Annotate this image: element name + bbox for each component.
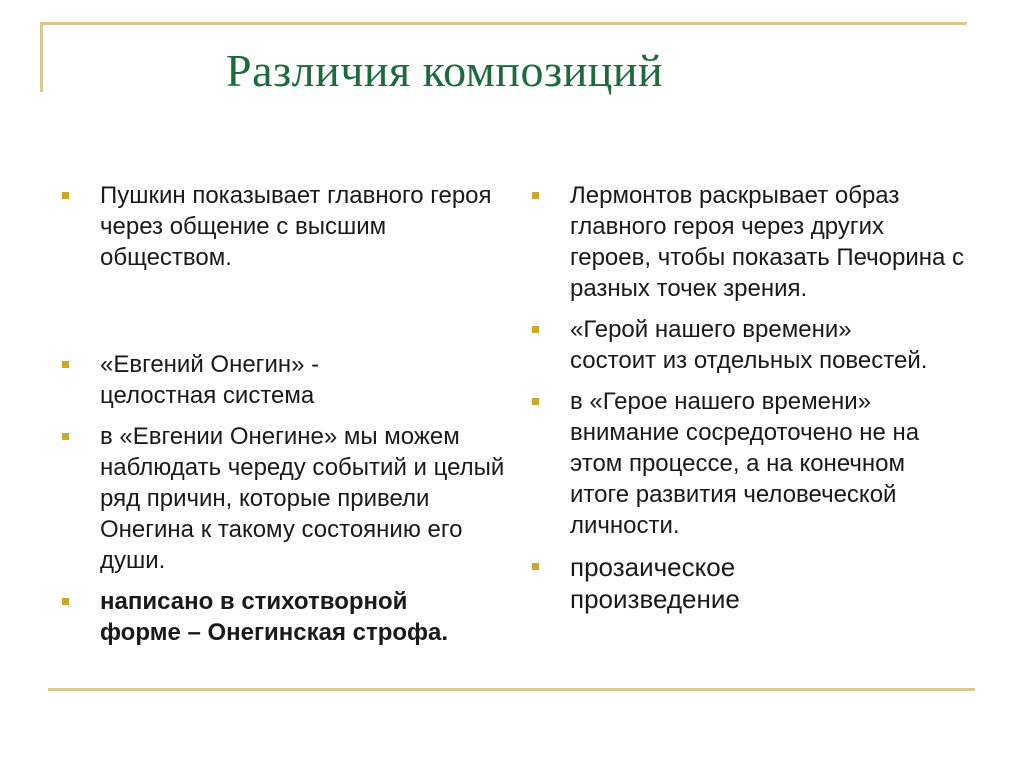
item-text: прозаическое произведение	[570, 552, 740, 614]
top-rule	[40, 22, 967, 25]
left-column	[60, 180, 510, 648]
bullet-icon	[532, 398, 539, 405]
item-text: Лермонтов раскрывает образ главного героя через других героев, чтобы показать Печорина с разных точек зрения.	[570, 182, 965, 302]
item-text: в «Евгении Онегине» мы можем наблюдать череду событий и целый ряд причин, которые привели Онегина к такому состоянию его души.	[100, 423, 505, 574]
bullet-icon	[62, 433, 69, 440]
bullet-icon	[532, 563, 539, 570]
bullet-icon	[62, 598, 69, 605]
list-item-onegin-form	[60, 586, 490, 648]
list-item-pushkin	[60, 180, 500, 273]
bullet-icon	[62, 192, 69, 199]
bullet-icon	[62, 361, 69, 368]
list-item-onegin-events	[60, 421, 510, 576]
list-item-onegin-system	[60, 349, 390, 411]
list-item-hero-prose	[530, 551, 830, 615]
bullet-icon	[532, 192, 539, 199]
list-item-hero-focus	[530, 386, 950, 541]
left-rule	[40, 22, 43, 92]
right-column	[530, 180, 980, 615]
list-item-hero-structure	[530, 314, 940, 376]
item-text: в «Герое нашего времени» внимание сосредоточено не на этом процессе, а на конечном итоге развития человеческой личности.	[570, 388, 920, 539]
item-text: написано в стихотворной форме – Онегинская строфа.	[100, 588, 449, 646]
list-item-lermontov	[530, 180, 970, 304]
bottom-rule	[48, 688, 975, 691]
item-text: Пушкин показывает главного героя через общение с высшим обществом.	[100, 182, 492, 271]
item-text: «Евгений Онегин» - целостная система	[100, 351, 320, 409]
slide-title: Различия композиций	[226, 45, 664, 96]
bullet-icon	[532, 326, 539, 333]
item-text: «Герой нашего времени» состоит из отдельных повестей.	[570, 316, 928, 374]
